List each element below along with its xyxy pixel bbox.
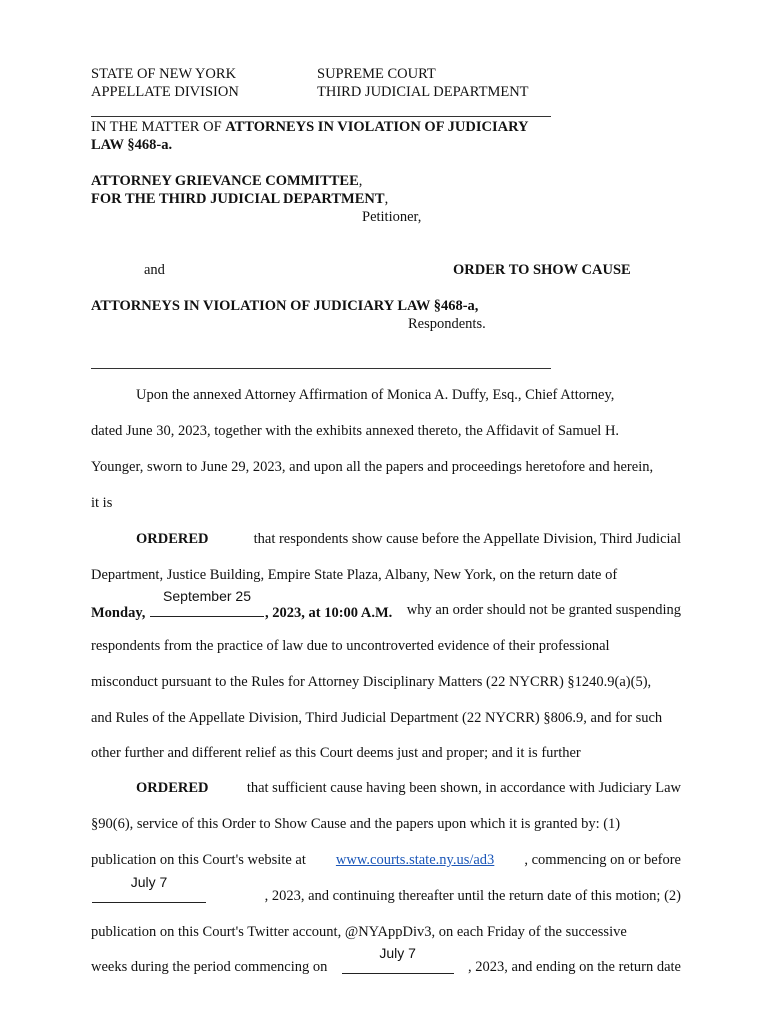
return-date-value: September 25 xyxy=(163,588,251,604)
respondent-role: Respondents. xyxy=(408,316,486,332)
caption-top-rule xyxy=(91,116,551,117)
matter-title xyxy=(91,119,529,136)
p3-ordered: ORDERED xyxy=(136,780,209,796)
p3-line-4 xyxy=(91,874,681,905)
matter-title-line2: LAW §468-a. xyxy=(91,137,173,153)
document-title: ORDER TO SHOW CAUSE xyxy=(453,262,631,278)
p3-line-2: §90(6), service of this Order to Show Cause and the papers upon which it is granted by: (1) xyxy=(91,816,621,832)
respondent-name: ATTORNEYS IN VIOLATION OF JUDICIARY LAW §468-a, xyxy=(91,298,479,314)
p2-line-2: Department, Justice Building, Empire State Plaza, Albany, New York, on the return date of xyxy=(91,567,618,583)
p2-line-6: and Rules of the Appellate Division, Third Judicial Department (22 NYCRR) §806.9, and for such xyxy=(91,710,663,726)
matter-bold-1: ATTORNEYS IN VIOLATION OF JUDICIARY xyxy=(225,119,529,135)
p3-line-4-rest: , 2023, and continuing thereafter until the return date of this motion; (2) xyxy=(264,888,681,904)
p2-line-5: misconduct pursuant to the Rules for Attorney Disciplinary Matters (22 NYCRR) §1240.9(a)(5), xyxy=(91,674,652,690)
petitioner-line1-comma: , xyxy=(358,173,363,189)
and-label: and xyxy=(144,262,165,278)
petitioner-line2-comma: , xyxy=(384,191,389,207)
state-label: STATE OF NEW YORK xyxy=(91,66,237,82)
petitioner-line1-text: ATTORNEY GRIEVANCE COMMITTEE xyxy=(91,173,359,189)
p2-line-7: other further and different relief as this Court deems just and proper; and it is further xyxy=(91,745,581,761)
p3-line-3-b: , commencing on or before xyxy=(524,852,681,868)
p1-line-4: it is xyxy=(91,495,113,511)
p3-line-5: publication on this Court's Twitter account, @NYAppDiv3, on each Friday of the successive xyxy=(91,924,627,940)
twitter-start-field[interactable] xyxy=(342,945,454,974)
petitioner-name-line1 xyxy=(91,173,362,190)
p2-line-1 xyxy=(136,531,681,548)
website-start-field[interactable] xyxy=(92,874,206,903)
p3-line-6 xyxy=(91,945,681,976)
p1-line-1: Upon the annexed Attorney Affirmation of Monica A. Duffy, Esq., Chief Attorney, xyxy=(136,387,615,403)
petitioner-name-line2 xyxy=(91,191,388,208)
matter-prefix: IN THE MATTER OF xyxy=(91,119,226,135)
petitioner-role: Petitioner, xyxy=(362,209,422,225)
court-label: SUPREME COURT xyxy=(317,66,436,82)
p2-line-3-bold: Monday, September 25 , 2023, at 10:00 A.M. xyxy=(91,588,393,621)
website-start-value: July 7 xyxy=(130,874,168,890)
p2-ordered: ORDERED xyxy=(136,531,209,547)
division-label: APPELLATE DIVISION xyxy=(91,84,239,100)
department-label: THIRD JUDICIAL DEPARTMENT xyxy=(317,84,529,100)
p1-line-3: Younger, sworn to June 29, 2023, and upon all the papers and proceedings heretofore and herein, xyxy=(91,459,654,475)
p1-line-2: dated June 30, 2023, together with the exhibits annexed thereto, the Affidavit of Samuel H. xyxy=(91,423,620,439)
p3-line-3-a: publication on this Court's website at xyxy=(91,852,306,868)
p2-line-3-rest: why an order should not be granted suspending xyxy=(406,602,681,618)
p3-line-6-b: , 2023, and ending on the return date xyxy=(467,959,681,975)
petitioner-line2-text: FOR THE THIRD JUDICIAL DEPARTMENT xyxy=(91,191,385,207)
court-website-link[interactable]: www.courts.state.ny.us/ad3 xyxy=(335,852,495,868)
p2-line-1-rest: that respondents show cause before the Appellate Division, Third Judicial xyxy=(253,531,681,547)
p2-line-3 xyxy=(91,588,681,622)
p3-line-6-a: weeks during the period commencing on xyxy=(91,959,328,975)
p3-line-3 xyxy=(91,852,681,869)
return-date-field[interactable] xyxy=(150,588,264,617)
p3-line-1-rest: that sufficient cause having been shown, in accordance with Judiciary Law xyxy=(246,780,681,796)
p2-line-4: respondents from the practice of law due to uncontroverted evidence of their professional xyxy=(91,638,610,654)
caption-bottom-rule xyxy=(91,368,551,369)
twitter-start-value: July 7 xyxy=(379,945,416,961)
p3-line-1 xyxy=(136,780,681,797)
